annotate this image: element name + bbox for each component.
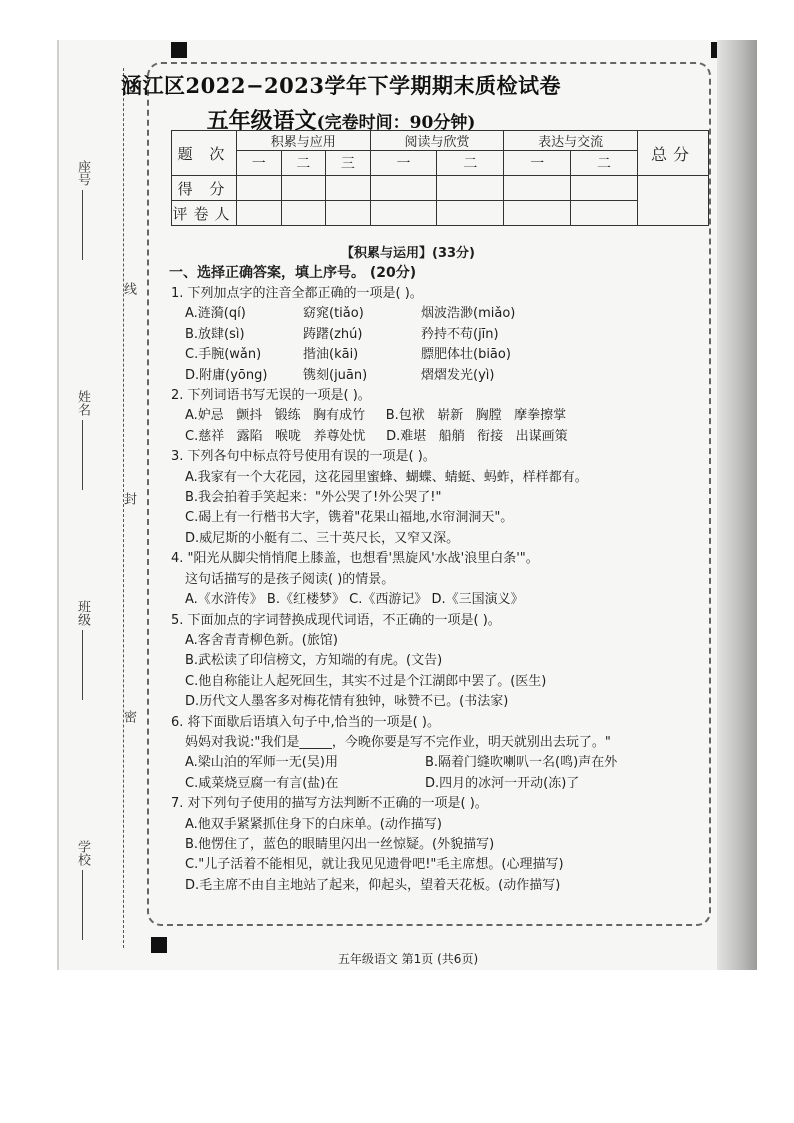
binding-word-seal: 封	[121, 492, 136, 505]
option-word: 喉咙	[275, 428, 302, 444]
exam-duration: (完卷时间：90分钟)	[316, 113, 476, 133]
row-label-grader: 评卷人	[172, 201, 237, 226]
total-label: 总分	[638, 131, 709, 176]
question-list	[171, 284, 731, 896]
question-5-stem: 5. 下面加点的字词替换成现代词语，不正确的一项是( )。	[171, 612, 501, 628]
score-cell[interactable]	[326, 176, 371, 201]
option-word: 踌躇(zhú)	[303, 326, 363, 342]
score-cell[interactable]	[571, 176, 638, 201]
binding-margin	[59, 40, 149, 970]
option[interactable]: D.附庸(yōng)	[185, 367, 268, 383]
col-num: 二	[571, 151, 638, 176]
grader-cell[interactable]	[370, 201, 437, 226]
score-cell[interactable]	[370, 176, 437, 201]
score-table	[171, 130, 709, 226]
question-5-option-d[interactable]: D.历代文人墨客多对梅花情有独钟，咏赞不已。(书法家)	[185, 694, 509, 710]
col-num: 二	[437, 151, 504, 176]
paper-stack-edge	[717, 40, 757, 970]
question-1-options-row	[185, 325, 731, 345]
question-5-option-b[interactable]: B.武松读了印信榜文，方知端的有虎。(文告)	[185, 653, 443, 669]
col-num: 一	[237, 151, 282, 176]
question-7-stem: 7. 对下列句子使用的描写方法判断不正确的一项是( )。	[171, 796, 488, 812]
score-cell[interactable]	[281, 176, 326, 201]
question-7-option-d[interactable]: D.毛主席不由自主地站了起来，仰起头，望着天花板。(动作描写)	[185, 877, 561, 893]
question-2-options-row	[185, 427, 731, 447]
question-4-stem-continued: 这句话描写的是孩子阅读( )的情景。	[185, 571, 395, 587]
option[interactable]: B.隔着门缝吹喇叭一名(鸣)声在外	[425, 755, 618, 771]
score-cell[interactable]	[237, 176, 282, 201]
option[interactable]: B.包袱	[385, 408, 425, 424]
option-word: 烟波浩渺(miǎo)	[421, 306, 516, 322]
question-6-sentence: 妈妈对我说:"我们是_____，今晚你要是写不完作业，明天就别出去玩了。"	[185, 734, 611, 750]
option-word: 膘肥体壮(biāo)	[421, 347, 511, 363]
option[interactable]: B.放肆(sì)	[185, 326, 245, 342]
option-word: 衔接	[477, 428, 504, 444]
col-num: 一	[370, 151, 437, 176]
question-1-options-row	[185, 304, 731, 324]
col-num: 一	[504, 151, 571, 176]
option-word: 露陷	[236, 428, 263, 444]
option[interactable]: C.咸菜烧豆腐一有言(盐)在	[185, 775, 339, 791]
question-5-option-c[interactable]: C.他自称能让人起死回生，其实不过是个江湖郎中罢了。(医生)	[185, 673, 547, 689]
question-7-option-b[interactable]: B.他愣住了，蓝色的眼睛里闪出一丝惊疑。(外貌描写)	[185, 836, 495, 852]
group-expression: 表达与交流	[504, 131, 638, 151]
option-word: 养尊处忧	[313, 428, 366, 444]
option-word: 颤抖	[236, 408, 263, 424]
option[interactable]: D.难堪	[386, 428, 427, 444]
binding-word-secret: 密	[121, 710, 136, 723]
grader-cell[interactable]	[237, 201, 282, 226]
option-word: 熠熠发光(yì)	[421, 367, 495, 383]
group-accumulation: 积累与应用	[237, 131, 371, 151]
name-field	[73, 390, 92, 490]
option-word: 胸有成竹	[313, 408, 366, 424]
option-word: 摩拳擦掌	[514, 408, 567, 424]
option[interactable]: A.妒忌	[185, 408, 224, 424]
question-1-options-row	[185, 366, 731, 386]
question-3-option-d[interactable]: D.威尼斯的小艇有二、三十英尺长，又窄又深。	[185, 530, 460, 546]
name-label: 姓名	[75, 390, 90, 416]
registration-mark-top-left	[171, 42, 187, 58]
binding-word-line: 线	[121, 282, 136, 295]
scanned-exam-photo	[57, 40, 757, 970]
option[interactable]: C.慈祥	[185, 428, 225, 444]
seat-label: 座号	[75, 160, 90, 186]
exam-title: 涵江区2022−2023学年下学期期末质检试卷	[121, 73, 561, 98]
score-cell[interactable]	[437, 176, 504, 201]
grader-cell[interactable]	[571, 201, 638, 226]
binding-dashed-line	[123, 68, 124, 948]
option-word: 锻练	[274, 408, 301, 424]
section-heading: 【积累与运用】(33分)	[341, 246, 475, 261]
class-label: 班级	[75, 600, 90, 626]
group-reading: 阅读与欣赏	[370, 131, 504, 151]
question-1-options-row	[185, 345, 731, 365]
option-word: 揩油(kāi)	[303, 347, 359, 363]
grader-cell[interactable]	[437, 201, 504, 226]
option[interactable]: D.四月的冰河一开动(冻)了	[425, 775, 580, 791]
exam-sheet	[59, 40, 729, 970]
question-3-option-a[interactable]: A.我家有一个大花园，这花园里蜜蜂、蝴蝶、蜻蜓、蚂蚱，样样都有。	[185, 469, 588, 485]
class-field	[73, 600, 92, 700]
school-field	[73, 840, 92, 940]
question-2-stem: 2. 下列词语书写无误的一项是( )。	[171, 388, 371, 404]
grader-cell[interactable]	[281, 201, 326, 226]
question-3-stem: 3. 下列各句中标点符号使用有误的一项是( )。	[171, 449, 436, 465]
total-cell[interactable]	[638, 176, 709, 226]
question-3-option-b[interactable]: B.我会拍着手笑起来："外公哭了!外公哭了!"	[185, 490, 442, 506]
grade-subject: 五年级语文	[206, 108, 317, 134]
row-label-score: 得 分	[172, 176, 237, 201]
part-heading: 一、选择正确答案，填上序号。 (20分)	[169, 265, 417, 281]
option[interactable]: A.梁山泊的军师一无(吴)用	[185, 755, 338, 771]
option-word: 崭新	[437, 408, 464, 424]
grader-cell[interactable]	[504, 201, 571, 226]
question-1-stem: 1. 下列加点字的注音全都正确的一项是( )。	[171, 286, 423, 301]
score-cell[interactable]	[504, 176, 571, 201]
question-3-option-c[interactable]: C.碣上有一行楷书大字，镌着"花果山福地,水帘洞洞天"。	[185, 510, 514, 526]
option-word: 船艄	[438, 428, 465, 444]
col-num: 二	[281, 151, 326, 176]
grader-cell[interactable]	[326, 201, 371, 226]
option-word: 窈窕(tiǎo)	[303, 306, 364, 322]
option-word: 出谋画策	[515, 428, 568, 444]
question-6-options-row	[185, 774, 731, 794]
row-label-item: 题 次	[172, 131, 237, 176]
question-7-option-c[interactable]: C."儿子活着不能相见，就让我见见遗骨吧!"毛主席想。(心理描写)	[185, 857, 564, 873]
option[interactable]: A.涟漪(qí)	[185, 306, 246, 322]
question-2-options-row	[185, 406, 731, 426]
option[interactable]: C.手腕(wǎn)	[185, 347, 262, 363]
question-4-options[interactable]: A.《水浒传》 B.《红楼梦》 C.《西游记》 D.《三国演义》	[185, 592, 524, 608]
col-num: 三	[326, 151, 371, 176]
page-footer: 五年级语文 第1页 (共6页)	[337, 952, 479, 966]
school-label: 学校	[75, 840, 90, 866]
question-6-stem: 6. 将下面歇后语填入句子中,恰当的一项是( )。	[171, 714, 440, 730]
option-word: 胸膛	[475, 408, 502, 424]
question-4-stem: 4. "阳光从脚尖悄悄爬上膝盖，也想看'黑旋风'水战'浪里白条'"。	[171, 551, 539, 567]
question-5-option-a[interactable]: A.客舍青青柳色新。(旅馆)	[185, 632, 338, 648]
question-6-options-row	[185, 753, 731, 773]
question-7-option-a[interactable]: A.他双手紧紧抓住身下的白床单。(动作描写)	[185, 816, 442, 832]
option-word: 矜持不苟(jīn)	[421, 326, 499, 342]
option-word: 镌刻(juān)	[303, 367, 368, 383]
